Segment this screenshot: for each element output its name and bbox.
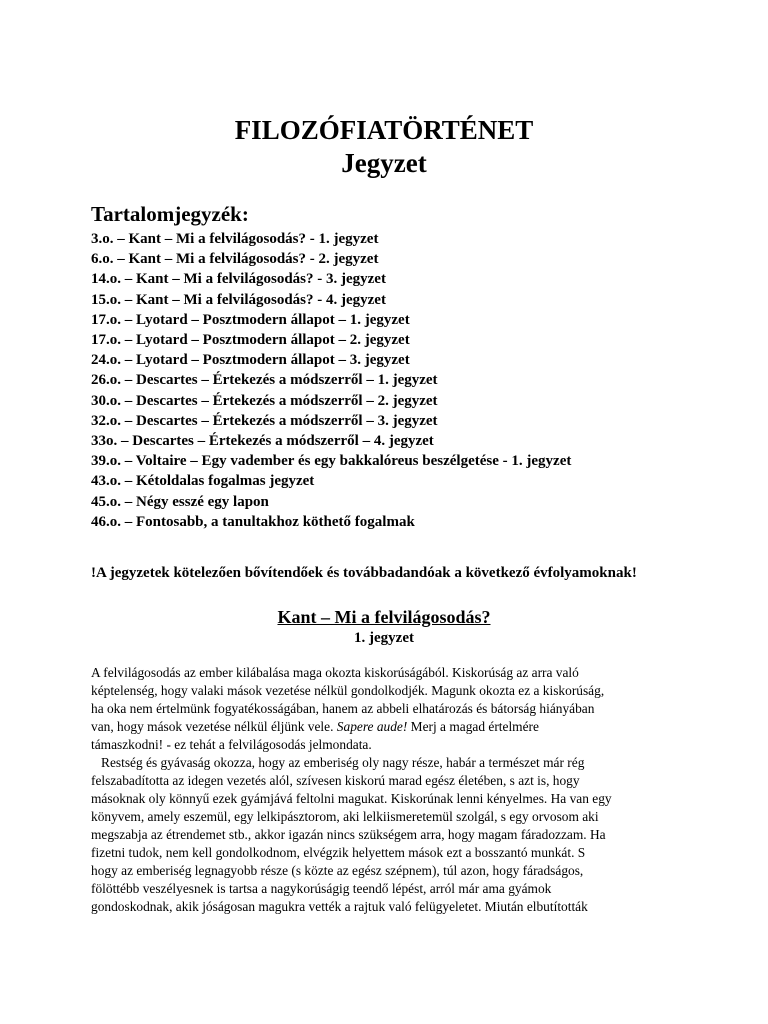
paragraph-line: támaszkodni! - ez tehát a felvilágosodás jelmondata.	[91, 737, 372, 752]
document-title	[0, 114, 768, 180]
title-line-sub: Jegyzet	[341, 148, 427, 178]
title-line-main: FILOZÓFIATÖRTÉNET	[234, 115, 534, 145]
toc-item: 26.o. – Descartes – Értekezés a módszerről – 1. jegyzet	[91, 372, 438, 389]
toc-item: 32.o. – Descartes – Értekezés a módszerről – 3. jegyzet	[91, 412, 438, 429]
paragraph-line: A felvilágosodás az ember kilábalása maga okozta kiskorúságából. Kiskorúság az arra való	[91, 665, 579, 680]
toc-item: 15.o. – Kant – Mi a felvilágosodás? - 4. jegyzet	[91, 291, 386, 308]
section-title: Kant – Mi a felvilágosodás?	[277, 607, 491, 627]
toc-item: 30.o. – Descartes – Értekezés a módszerről – 2. jegyzet	[91, 392, 438, 409]
toc-heading: Tartalomjegyzék:	[91, 202, 249, 226]
paragraph-line: ha oka nem értelmünk fogyatékosságában, hanem az abbeli elhatározás és bátorság hiányában	[91, 701, 595, 716]
toc-item: 17.o. – Lyotard – Posztmodern állapot – 1. jegyzet	[91, 311, 410, 328]
body-text	[91, 664, 681, 916]
toc-item: 17.o. – Lyotard – Posztmodern állapot – 2. jegyzet	[91, 332, 410, 349]
paragraph-line: képtelenség, hogy valaki mások vezetése nélkül gondolkodjék. Magunk okozta ez a kiskorúság,	[91, 683, 605, 698]
paragraph-segment: Merj a magad értelmére	[407, 719, 539, 734]
toc-item: 3.o. – Kant – Mi a felvilágosodás? - 1. jegyzet	[91, 231, 379, 247]
paragraph-line	[91, 718, 681, 736]
paragraph-line: könyvem, amely eszemül, egy lelkipásztorom, aki lelkiismeretemül szolgál, s egy orvosom aki	[91, 809, 599, 824]
paragraph-line: felszabadította az idegen vezetés alól, szívesen kiskorú marad egész életében, s azt is, hogy	[91, 773, 580, 788]
paragraph-segment: van, hogy mások vezetése nélkül éljünk vele.	[91, 719, 337, 734]
latin-motto: Sapere aude!	[336, 719, 408, 734]
paragraph-line: gondoskodnak, akik jóságosan magukra vették a rajtuk való felügyeletet. Miután elbutították	[91, 899, 588, 914]
toc-item: 45.o. – Négy esszé egy lapon	[91, 493, 269, 510]
paragraph-line: fizetni tudok, nem kell gondolkodnom, elvégzik helyettem mások ezt a bosszantó munkát. S	[91, 845, 586, 860]
toc-item: 24.o. – Lyotard – Posztmodern állapot – 3. jegyzet	[91, 352, 410, 369]
paragraph-line: fölöttébb veszélyesnek is tartsa a nagykorúságig teendő lépést, arról már ama gyámok	[91, 881, 552, 896]
toc-item: 6.o. – Kant – Mi a felvilágosodás? - 2. jegyzet	[91, 251, 379, 268]
section-subtitle: 1. jegyzet	[354, 630, 414, 646]
paragraph-line: másoknak oly könnyű ezek gyámjává feltolni magukat. Kiskorúnak lenni kényelmes. Ha van egy	[91, 791, 612, 806]
toc-item: 14.o. – Kant – Mi a felvilágosodás? - 3. jegyzet	[91, 271, 386, 288]
toc-item: 46.o. – Fontosabb, a tanultakhoz köthető fogalmak	[91, 513, 415, 530]
toc-item: 39.o. – Voltaire – Egy vadember és egy bakkalóreus beszélgetése - 1. jegyzet	[91, 453, 572, 470]
toc-item: 43.o. – Kétoldalas fogalmas jegyzet	[91, 473, 315, 490]
notice-text: !A jegyzetek kötelezően bővítendőek és továbbadandóak a következő évfolyamoknak!	[91, 565, 637, 581]
paragraph-line: hogy az emberiség legnagyobb része (s közte az egész szépnem), túl azon, hogy fáradságos,	[91, 863, 584, 878]
paragraph-line: megszabja az étrendemet stb., akkor igazán nincs szükségem arra, hogy magam fáradozzam. Ha	[91, 827, 606, 842]
paragraph-line: Restség és gyávaság okozza, hogy az emberiség oly nagy része, habár a természet már rég	[91, 755, 585, 770]
toc-item: 33o. – Descartes – Értekezés a módszerről – 4. jegyzet	[91, 433, 434, 450]
table-of-contents	[91, 229, 571, 532]
